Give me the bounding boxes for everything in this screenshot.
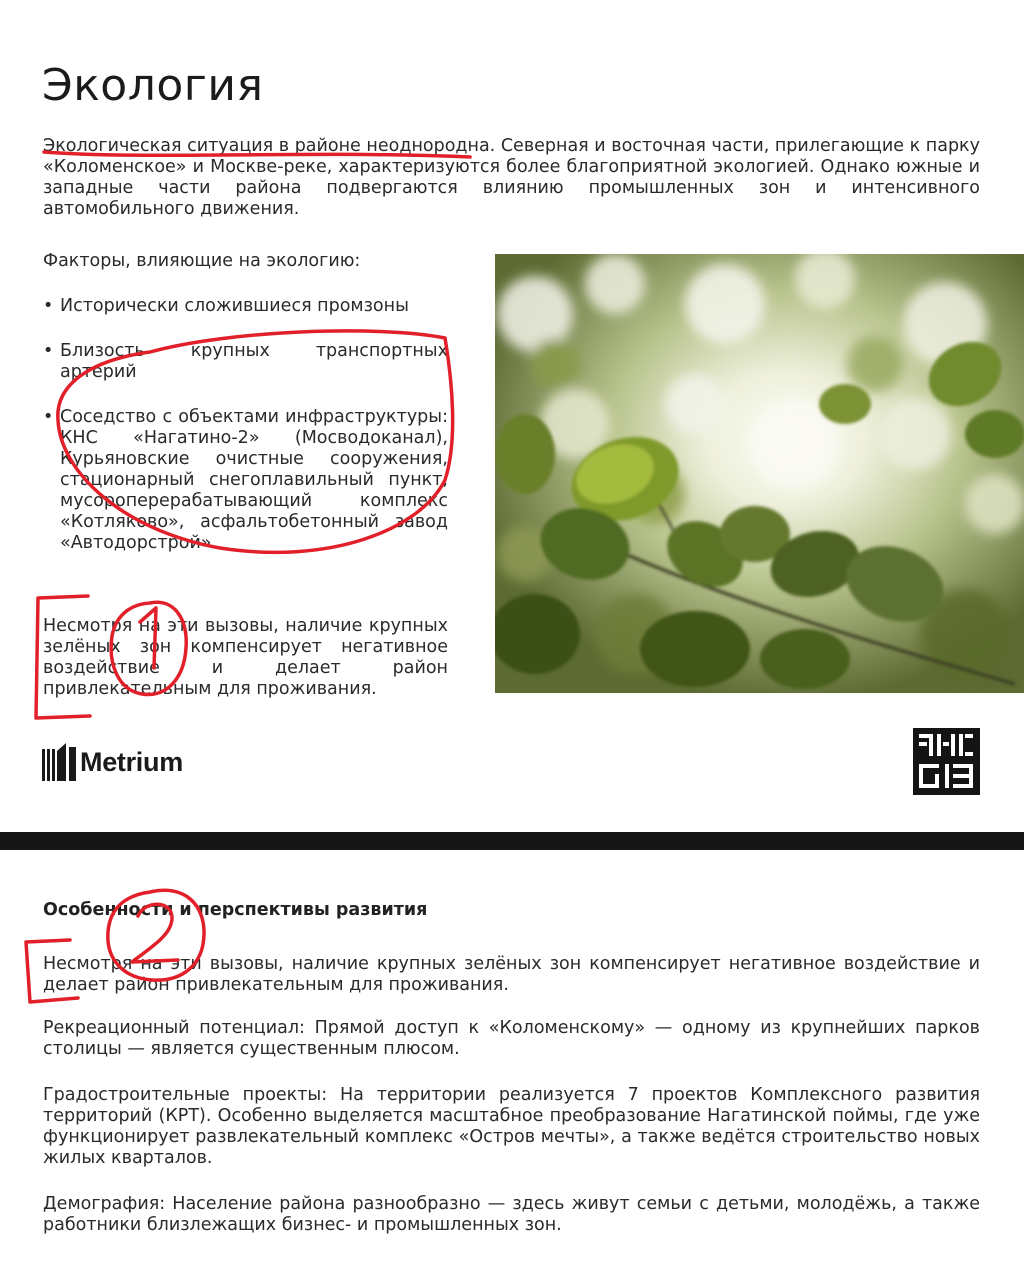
document-page-2 [0, 850, 1024, 1280]
paragraph-recreation: Рекреационный потенциал: Прямой доступ к «Коломенскому» — одному из крупнейших парков столицы — является существенным плюсом. [43, 1018, 980, 1059]
page-separator [0, 832, 1024, 850]
metrium-logo [42, 742, 183, 782]
factors-heading: Факторы, влияющие на экологию: [43, 251, 361, 271]
metrium-logo-icon [42, 743, 76, 781]
paragraph-demography: Демография: Население района разнообразно — здесь живут семьи с детьми, молодёжь, а также работники близлежащих бизнес- и промышленных зон. [43, 1194, 980, 1235]
conclusion-paragraph: Несмотря на эти вызовы, наличие крупных зелёных зон компенсирует негативное воздействие и делает район привлекательным для проживания. [43, 616, 448, 699]
leaves-photo [495, 254, 1024, 693]
section-heading: Особенности и перспективы развития [43, 900, 428, 920]
bullet-icon: • [43, 296, 54, 316]
factors-list [43, 296, 448, 578]
intro-paragraph: Экологическая ситуация в районе неоднородна. Северная и восточная части, прилегающие к парку «Коломенское» и Москве-реке, характеризуются более благоприятной экологией. Однако южные и западные части района подвергаются влиянию промышленных зон и интенсивного автомобильного движения. [43, 136, 980, 219]
bullet-icon: • [43, 407, 54, 427]
bullet-icon: • [43, 341, 54, 361]
page-title: Экология [42, 60, 264, 111]
list-item: • Близость крупных транспортных артерий [43, 341, 448, 382]
list-item: • Исторически сложившиеся промзоны [43, 296, 409, 316]
pixel-brand-mark-icon [913, 728, 980, 795]
paragraph-urban-projects: Градостроительные проекты: На территории реализуется 7 проектов Комплексного развития территорий (КРТ). Особенно выделяется масштабное преобразование Нагатинской поймы, где уже функционирует развлекательный комплекс «Остров мечты», а также ведётся строительство новых жилых кварталов. [43, 1085, 980, 1168]
logo-text: Metrium [80, 746, 183, 777]
paragraph-challenges: Несмотря на эти вызовы, наличие крупных зелёных зон компенсирует негативное воздействие и делает район привлекательным для проживания. [43, 954, 980, 995]
sunlit-leaves-photo [495, 254, 1024, 693]
list-item: • Соседство с объектами инфраструктуры: КНС «Нагатино-2» (Мосводоканал), Курьяновские очистные сооружения, стационарный снегоплавильный пункт, мусороперерабатывающий комплекс «Котляково», асфальтобетонный завод «Автодорстрой» [43, 407, 448, 553]
